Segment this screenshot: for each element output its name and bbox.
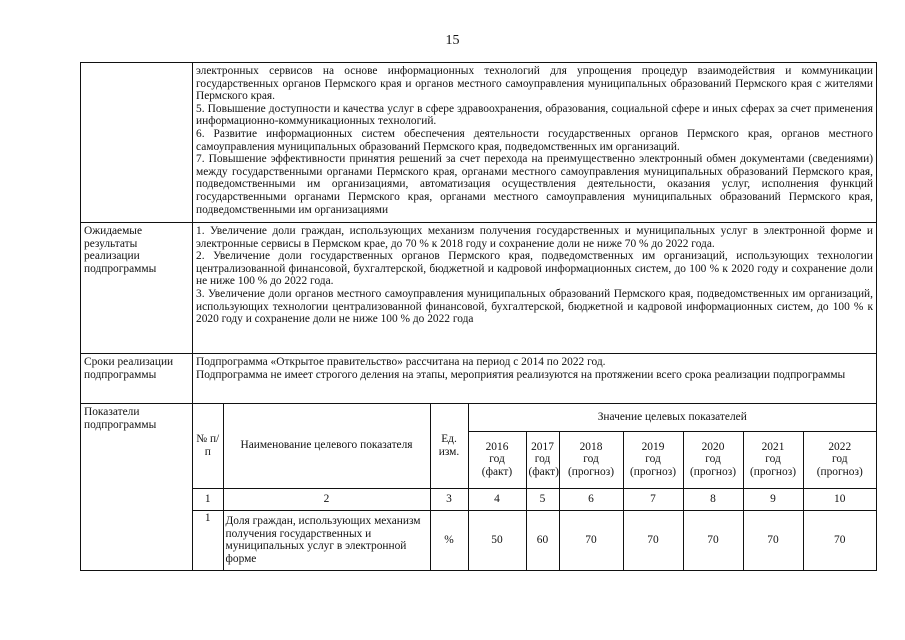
indicator-num: 1 xyxy=(193,510,223,570)
objectives-paragraph: 7. Повышение эффективности принятия решений за счет перехода на преимущественно электронный обмен документами (сведениями) между государственными органами Пермского края, органами местного самоуправления муниципальных образований Пермского края, подведомственными им организациями, автоматизация осуществления деятельности, оказания услуг, исполнения функций государственными органами Пермского края, органами местного самоуправления муниципальных образований Пермского края, подведомственными им организациями xyxy=(196,153,873,216)
column-number: 2 xyxy=(223,488,430,510)
passport-table xyxy=(80,62,877,571)
objectives-paragraph: 5. Повышение доступности и качества услуг в сфере здравоохранения, образования, социальной сфере и иных сферах за счет применения информационно-коммуникационных технологий. xyxy=(196,102,873,128)
indicator-value-2021: 70 xyxy=(743,510,803,570)
row-results-label: Ожидаемые результаты реализации подпрограммы xyxy=(81,223,193,354)
header-year-2021: 2021 год (прогноз) xyxy=(743,431,803,488)
terms-paragraph: Подпрограмма «Открытое правительство» рассчитана на период с 2014 по 2022 год. xyxy=(196,356,606,368)
indicators-table xyxy=(193,404,876,570)
table-row xyxy=(193,510,876,570)
row-terms-content xyxy=(193,354,877,404)
indicator-value-2020: 70 xyxy=(683,510,743,570)
row-objectives xyxy=(81,63,877,223)
header-year-2018: 2018 год (прогноз) xyxy=(559,431,623,488)
column-number: 1 xyxy=(193,488,223,510)
header-name: Наименование целевого показателя xyxy=(223,404,430,488)
row-terms xyxy=(81,354,877,404)
row-indicators-content xyxy=(193,404,877,571)
header-year-2020: 2020 год (прогноз) xyxy=(683,431,743,488)
results-paragraph: 3. Увеличение доли органов местного самоуправления муниципальных образований Пермского края, подведомственных им организаций, использующих технологии централизованной финансовой, бухгалтерской, бюджетной и кадровой информационных систем, до 100 % к 2020 году и сохранение доли не ниже 100 % до 2022 года xyxy=(196,287,873,326)
row-results xyxy=(81,223,877,354)
indicator-value-2019: 70 xyxy=(623,510,683,570)
row-objectives-label xyxy=(81,63,193,223)
row-indicators xyxy=(81,404,877,571)
page-number: 15 xyxy=(445,33,460,48)
indicator-unit: % xyxy=(430,510,468,570)
column-number: 8 xyxy=(683,488,743,510)
indicator-value-2022: 70 xyxy=(803,510,876,570)
results-paragraph: 2. Увеличение доли государственных органов Пермского края, подведомственных им организаций, использующих технологии централизованной финансовой, бухгалтерской, бюджетной и кадровой информационных систем, до 100 % к 2020 году и сохранение доли не ниже 100 % до 2022 года. xyxy=(196,250,873,288)
header-year-2022: 2022 год (прогноз) xyxy=(803,431,876,488)
row-indicators-label: Показатели подпрограммы xyxy=(81,404,193,571)
row-results-content xyxy=(193,223,877,354)
column-number: 6 xyxy=(559,488,623,510)
indicator-value-2017: 60 xyxy=(526,510,559,570)
header-num: № п/п xyxy=(193,404,223,488)
results-paragraph: 1. Увеличение доли граждан, использующих механизм получения государственных и муниципальных услуг в электронной форме и электронные сервисы в Пермском крае, до 70 % к 2018 году и сохранение доли не ниже 70 % до 2022 года. xyxy=(196,225,873,250)
column-number: 5 xyxy=(526,488,559,510)
row-terms-label: Сроки реализации подпрограммы xyxy=(81,354,193,404)
objectives-paragraph: электронных сервисов на основе информационных технологий для упрощения процедур взаимодействия и коммуникации государственных органов Пермского края и органов местного самоуправления муниципальных образований Пермского края с жителями Пермского края. xyxy=(196,65,873,103)
column-number: 4 xyxy=(468,488,526,510)
terms-paragraph: Подпрограмма не имеет строгого деления на этапы, мероприятия реализуются на протяжении всего срока реализации подпрограммы xyxy=(196,368,846,381)
header-year-2017: 2017 год (факт) xyxy=(526,431,559,488)
objectives-paragraph: 6. Развитие информационных систем обеспечения деятельности государственных органов Пермского края, органов местного самоуправления муниципальных образований Пермского края, подведомственных им организаций. xyxy=(196,127,873,153)
column-number: 10 xyxy=(803,488,876,510)
header-unit: Ед. изм. xyxy=(430,404,468,488)
column-number: 9 xyxy=(743,488,803,510)
indicator-value-2016: 50 xyxy=(468,510,526,570)
header-values-group: Значение целевых показателей xyxy=(468,404,876,431)
indicator-name: Доля граждан, использующих механизм получения государственных и муниципальных услуг в электронной форме xyxy=(223,510,430,570)
indicator-value-2018: 70 xyxy=(559,510,623,570)
header-year-2016: 2016 год (факт) xyxy=(468,431,526,488)
indicators-header-row xyxy=(193,404,876,431)
column-number: 3 xyxy=(430,488,468,510)
header-year-2019: 2019 год (прогноз) xyxy=(623,431,683,488)
row-objectives-content xyxy=(193,63,877,223)
column-numbers-row xyxy=(193,488,876,510)
column-number: 7 xyxy=(623,488,683,510)
